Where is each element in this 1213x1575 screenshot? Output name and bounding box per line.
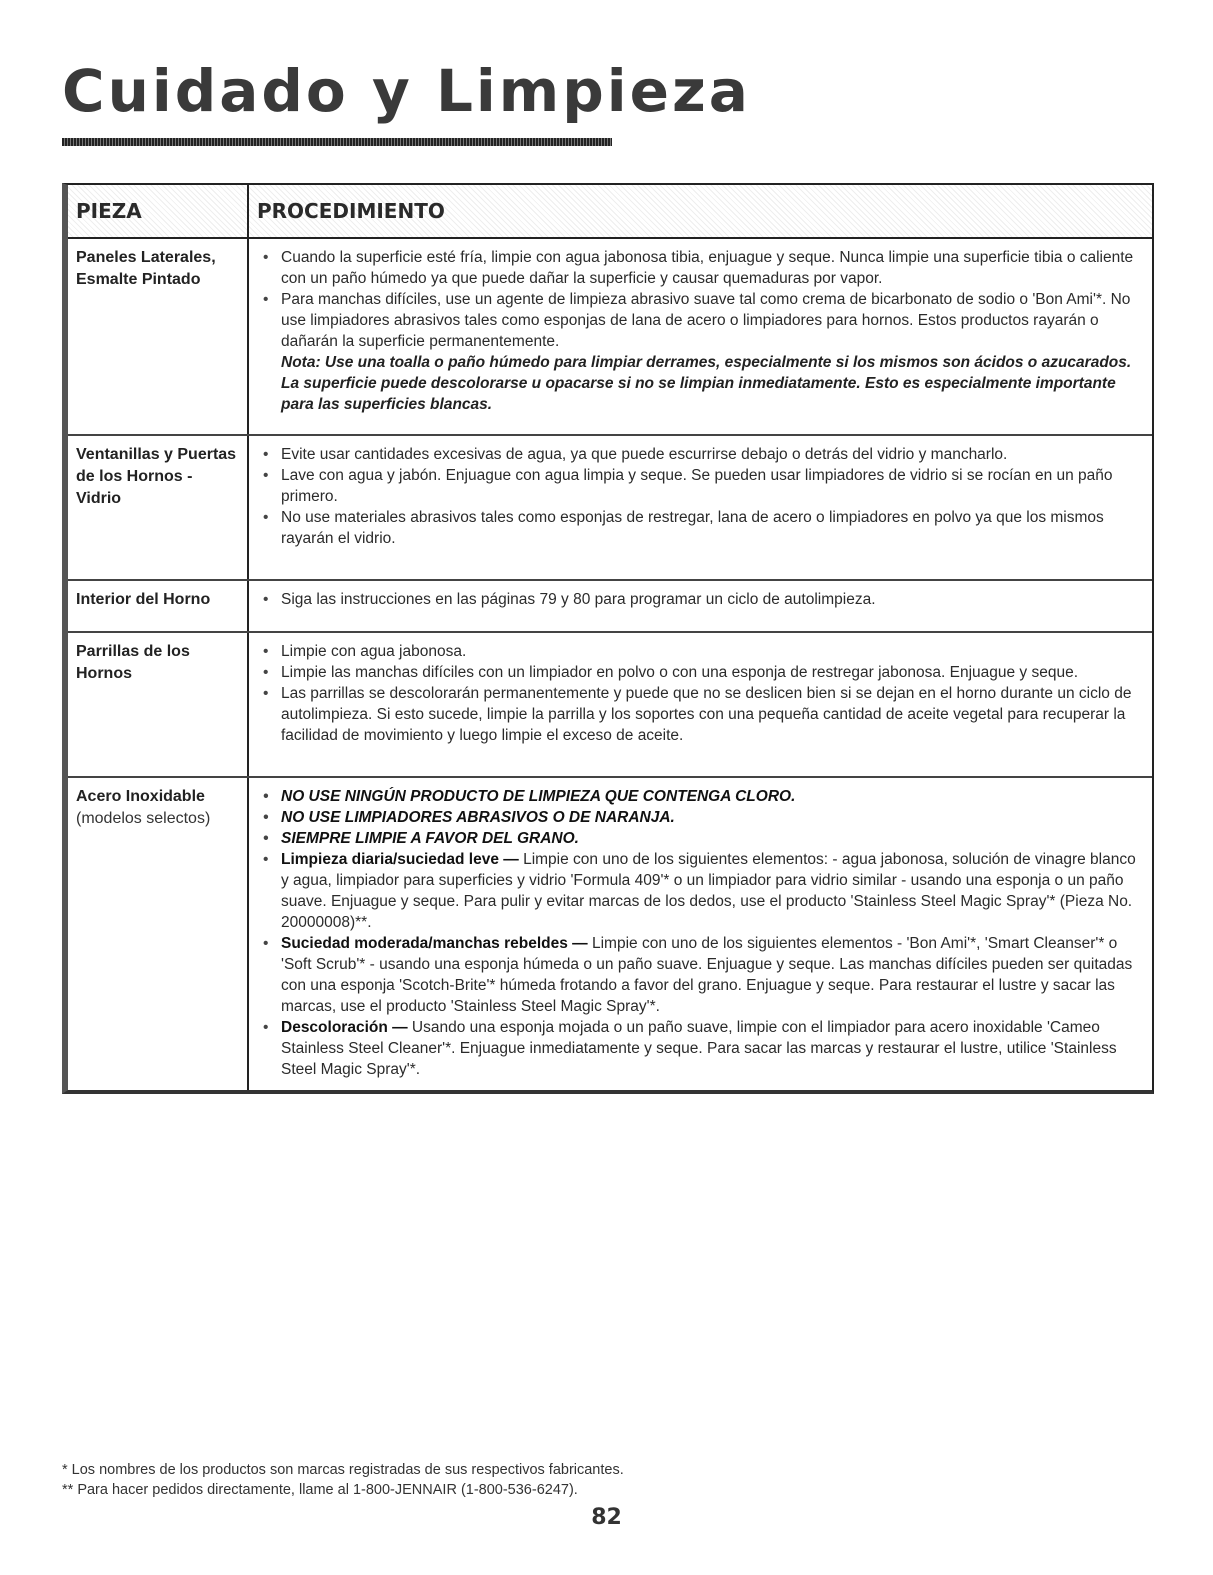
list-item: • Lave con agua y jabón. Enjuague con agua limpia y seque. Se pueden usar limpiadores de vidrio si se rocían en un paño primero. — [281, 465, 1144, 507]
piece-label: Acero Inoxidable — [76, 788, 205, 805]
list-item: • Para manchas difíciles, use un agente de limpieza abrasivo suave tal como crema de bicarbonato de sodio o 'Bon Ami'*. No use limpiadores abrasivos tales como esponjas de lana de acero o limpiadores para hornos. Estos productos rayarán o dañarán la superficie permanentemente. — [281, 289, 1144, 352]
bullet-list — [257, 444, 1144, 549]
piece-cell: Ventanillas y Puertas de los Hornos - Vidrio — [68, 435, 248, 580]
table-header-row — [68, 185, 1152, 238]
header-procedimiento: PROCEDIMIENTO — [248, 185, 1152, 238]
bullet-list — [257, 589, 1144, 610]
list-item: • Limpie con agua jabonosa. — [281, 641, 1144, 662]
bullet-list — [257, 247, 1144, 352]
title-underline — [62, 138, 612, 146]
piece-sublabel: (modelos selectos) — [76, 810, 211, 827]
header-pieza: PIEZA — [68, 185, 248, 238]
item-text: Usando una esponja mojada o un paño suave, limpie con el limpiador para acero inoxidable 'Cameo Stainless Steel Cleaner'*. Enjuague inmediatamente y seque. Para sacar las marcas y restaurar el lustre, utilice 'Stainless Steel Magic Spray'*. — [281, 1019, 1117, 1078]
table-row — [68, 632, 1152, 777]
piece-cell — [68, 777, 248, 1090]
procedure-cell — [248, 238, 1152, 435]
bullet-list — [257, 641, 1144, 746]
piece-cell: Interior del Horno — [68, 580, 248, 632]
list-item — [281, 849, 1144, 933]
piece-cell: Parrillas de los Hornos — [68, 632, 248, 777]
table-row — [68, 580, 1152, 632]
table-row — [68, 777, 1152, 1090]
item-lead: Limpieza diaria/suciedad leve — — [281, 851, 519, 868]
footnotes — [62, 1460, 624, 1500]
item-lead: Suciedad moderada/manchas rebeldes — — [281, 935, 588, 952]
table-row — [68, 435, 1152, 580]
page-title: Cuidado y Limpieza — [62, 57, 751, 125]
procedure-cell — [248, 632, 1152, 777]
note-text: Nota: Use una toalla o paño húmedo para limpiar derrames, especialmente si los mismos son ácidos o azucarados. La superficie puede descolorarse u opacarse si no se limpian inmediatamente. Esto es especialmente importante para las superficies blancas. — [281, 354, 1132, 413]
warning-item: • SIEMPRE LIMPIE A FAVOR DEL GRANO. — [281, 828, 1144, 849]
list-item: • Limpie las manchas difíciles con un limpiador en polvo o con una esponja de restregar jabonosa. Enjuague y seque. — [281, 662, 1144, 683]
warning-item: • NO USE NINGÚN PRODUCTO DE LIMPIEZA QUE CONTENGA CLORO. — [281, 786, 1144, 807]
bullet-list — [257, 786, 1144, 1080]
table-row — [68, 238, 1152, 435]
footnote-orders: ** Para hacer pedidos directamente, llame al 1-800-JENNAIR (1-800-536-6247). — [62, 1482, 578, 1498]
piece-cell: Paneles Laterales, Esmalte Pintado — [68, 238, 248, 435]
list-item — [281, 933, 1144, 1017]
list-item: • Cuando la superficie esté fría, limpie con agua jabonosa tibia, enjuague y seque. Nunca limpie una superficie tibia o caliente con un paño húmedo ya que puede dañar la superficie y causar quemaduras por vapor. — [281, 247, 1144, 289]
page-number: 82 — [591, 1505, 622, 1530]
list-item — [281, 1017, 1144, 1080]
footnote-trademarks: * Los nombres de los productos son marcas registradas de sus respectivos fabricantes. — [62, 1462, 624, 1478]
care-table — [62, 183, 1154, 1094]
procedure-cell — [248, 777, 1152, 1090]
item-lead: Descoloración — — [281, 1019, 408, 1036]
list-item: • No use materiales abrasivos tales como esponjas de restregar, lana de acero o limpiadores en polvo ya que los mismos rayarán el vidrio. — [281, 507, 1144, 549]
warning-item: • NO USE LIMPIADORES ABRASIVOS O DE NARANJA. — [281, 807, 1144, 828]
list-item: • Evite usar cantidades excesivas de agua, ya que puede escurrirse debajo o detrás del vidrio y mancharlo. — [281, 444, 1144, 465]
procedure-cell — [248, 435, 1152, 580]
list-item: • Las parrillas se descolorarán permanentemente y puede que no se deslicen bien si se dejan en el horno durante un ciclo de autolimpieza. Si esto sucede, limpie la parrilla y los soportes con una pequeña cantidad de aceite vegetal para recuperar la facilidad de movimiento y luego limpie el exceso de aceite. — [281, 683, 1144, 746]
procedure-cell — [248, 580, 1152, 632]
item-text: Limpie con uno de los siguientes elementos - 'Bon Ami'*, 'Smart Cleanser'* o 'Soft Scrub'* - usando una esponja húmeda o un paño suave. Enjuague y seque. Las manchas difíciles pueden ser quitadas con una esponja 'Scotch-Brite'* húmeda frotando a favor del grano. Enjuague y seque. Para restaurar el lustre y sacar las marcas, use el producto 'Stainless Steel Magic Spray'*. — [281, 935, 1133, 1015]
item-text: Limpie con uno de los siguientes elementos: - agua jabonosa, solución de vinagre blanco y agua, limpiador para superficies y vidrio 'Formula 409'* o un limpiador para vidrio similar - usando una esponja o un paño suave. Enjuague y seque. Para pulir y evitar marcas de los dedos, use el producto 'Stainless Steel Magic Spray'* (Pieza No. 20000008)**. — [281, 851, 1136, 931]
list-item: • Siga las instrucciones en las páginas 79 y 80 para programar un ciclo de autolimpieza. — [281, 589, 1144, 610]
